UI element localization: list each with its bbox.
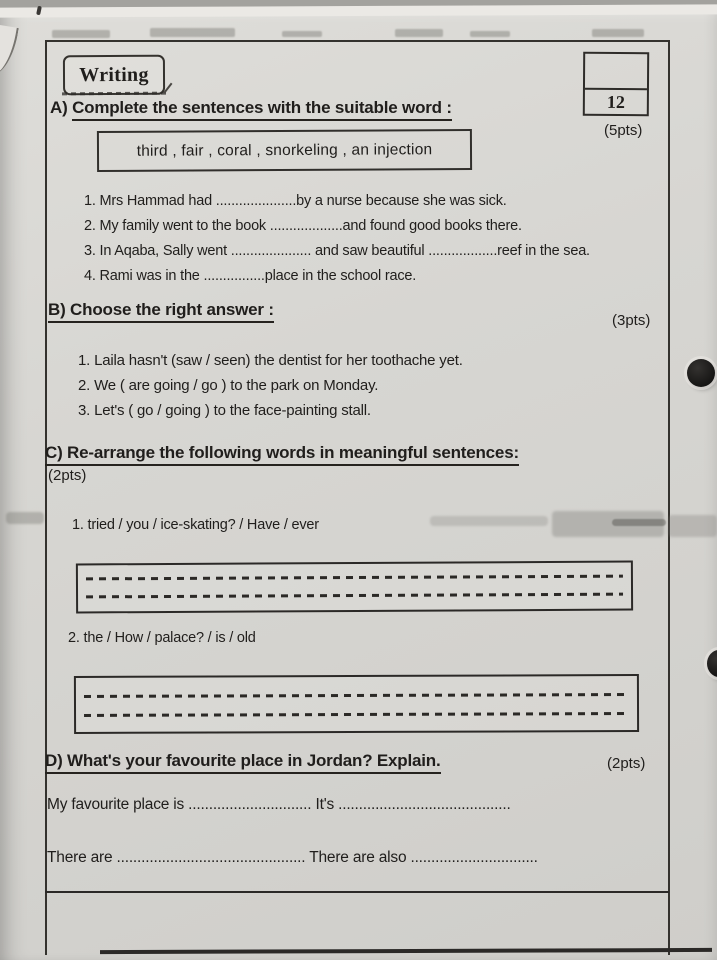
score-box-empty-cell: [585, 54, 647, 90]
scan-artifact: [282, 31, 322, 37]
writing-guide-line: [84, 712, 629, 717]
section-a-points: (5pts): [604, 122, 643, 139]
score-value: 12: [606, 91, 625, 112]
favourite-place-line-1: My favourite place is .............................. It's ..........................................: [47, 796, 511, 813]
word-bank-words: third , fair , coral , snorkeling , an injection: [136, 140, 433, 160]
sentence-item: 2. My family went to the book ...................and found good books there.: [84, 218, 522, 234]
sentence-item: 2. We ( are going / go ) to the park on Monday.: [78, 377, 379, 394]
section-d-heading: [45, 751, 441, 771]
sentence-item: 4. Rami was in the ................place in the school race.: [84, 268, 417, 284]
scan-artifact: [6, 512, 44, 524]
score-box: [583, 52, 649, 116]
section-c-heading-text: C) Re-arrange the following words in meaningful sentences:: [45, 443, 519, 466]
scan-artifact: [52, 30, 110, 38]
rearrange-question-1: 1. tried / you / ice-skating? / Have / ever: [72, 517, 319, 533]
section-d-points: (2pts): [607, 755, 646, 772]
sentence-item: 3. Let's ( go / going ) to the face-painting stall.: [78, 402, 371, 419]
sentence-item: 3. In Aqaba, Sally went ..................... and saw beautiful ..................reef in the sea.: [84, 243, 590, 259]
writing-guide-line: [86, 593, 623, 599]
writing-guide-line: [86, 575, 623, 581]
favourite-place-line-2: There are .............................................. There are also ...............................: [47, 849, 538, 866]
scan-artifact: [612, 519, 666, 526]
section-a-heading: [50, 98, 452, 118]
answer-box-1: [76, 561, 633, 614]
worksheet-border: [45, 40, 670, 955]
writing-guide-line: [84, 693, 629, 698]
section-a-items: [84, 189, 590, 289]
section-a-heading-text: Complete the sentences with the suitable word :: [72, 98, 452, 121]
scan-artifact: [150, 28, 235, 37]
section-b-items: [78, 348, 463, 423]
scan-artifact: [395, 29, 443, 37]
section-a-prefix: A): [50, 98, 73, 117]
sentence-item: 1. Mrs Hammad had .....................by a nurse because she was sick.: [84, 193, 507, 209]
section-c-points: (2pts): [48, 467, 87, 484]
answer-box-2: [74, 674, 639, 734]
writing-title-box: [63, 55, 165, 96]
scan-artifact: [470, 31, 510, 37]
word-bank-box: [97, 129, 472, 172]
footer-rule: [45, 891, 669, 893]
scan-artifact: [592, 29, 644, 37]
scan-artifact: [430, 516, 548, 526]
section-b-heading: [48, 300, 274, 320]
section-b-points: (3pts): [612, 312, 651, 329]
section-b-heading-text: B) Choose the right answer :: [48, 300, 274, 323]
section-c-heading: [45, 443, 519, 463]
scan-artifact: [668, 515, 717, 537]
rearrange-question-2: 2. the / How / palace? / is / old: [68, 630, 256, 646]
writing-title: Writing: [79, 63, 149, 86]
section-d-heading-text: D) What's your favourite place in Jordan? Explain.: [45, 751, 441, 774]
hole-punch: [687, 359, 715, 387]
sentence-item: 1. Laila hasn't (saw / seen) the dentist for her toothache yet.: [78, 352, 463, 369]
